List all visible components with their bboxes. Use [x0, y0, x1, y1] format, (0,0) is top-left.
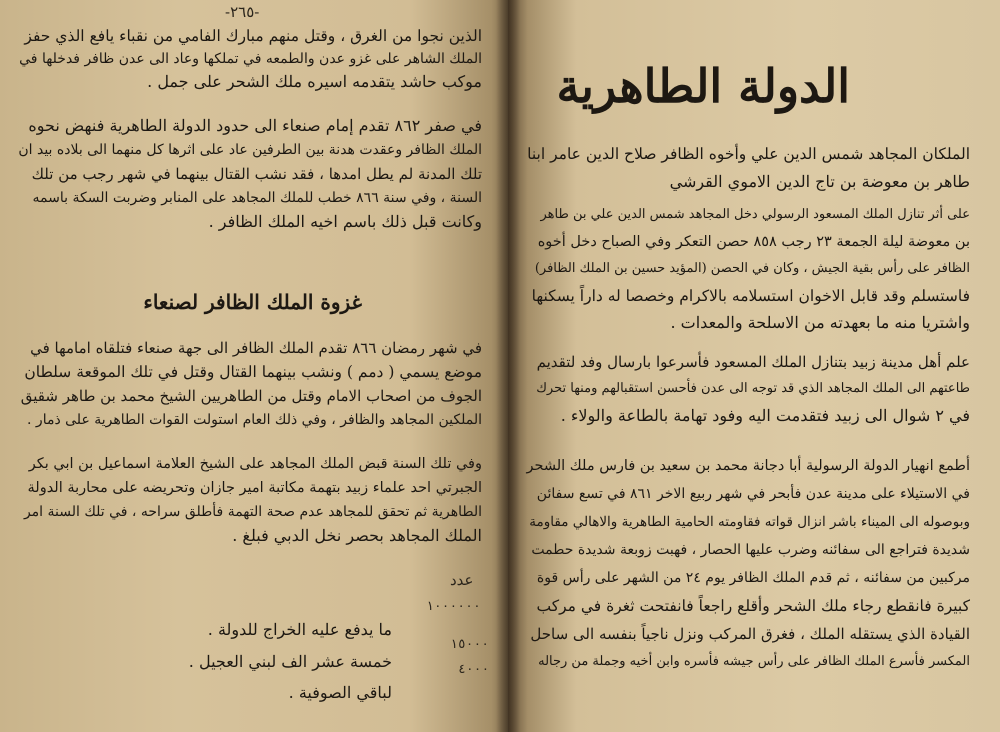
book-gutter	[496, 0, 520, 732]
table-row-amount: ٤٠٠٠	[458, 662, 490, 677]
right-para1-line2: بن معوضة ليلة الجمعة ٢٣ رجب ٨٥٨ حصن التعكر وفي الصباح دخل أخوه	[537, 234, 970, 250]
left-para2-line3: تلك المدنة لم يطل امدها ، فقد نشب القتال بينهما في شهر رجب من تلك	[31, 165, 482, 183]
left-para3-line2: موضع يسمي ( دمم ) ونشب بينهما القتال وقتل في تلك الموقعة سلطان	[24, 363, 482, 381]
right-para3-line4: شديدة فتراجع الى سفائنه وضرب عليها الحصار ، فهبت زوبعة شديدة حطمت	[531, 542, 970, 558]
table-row-label: ما يدفع عليه الخراج للدولة .	[207, 620, 392, 639]
intro-line2: طاهر بن معوضة بن تاج الدين الاموي القرشي	[669, 172, 970, 191]
left-para1-line2: الملك الشاهر على غزو عدن والطمعه في تملكها وعاد الى عدن ظافر فدخلها في	[19, 51, 482, 67]
right-para1-line4: فاستسلم وقد قابل الاخوان استسلامه بالاكرام وخصصا له داراً يسكنها	[531, 287, 970, 305]
right-para3-line8: المكسر فأسرع الملك الظافر على رأس جيشه فأسره وابن أخيه وجملة من رجاله	[538, 654, 970, 669]
left-para4-line1: وفي تلك السنة قبض الملك المجاهد على الشيخ العلامة اسماعيل بن ابي بكر	[28, 456, 482, 472]
right-para2-line1: علم أهل مدينة زبيد بتنازل الملك المسعود فأسرعوا بارسال وفد لتقديم	[536, 353, 970, 371]
left-para3-line4: الملكين المجاهد والظافر ، وفي ذلك العام استولت القوات الطاهرية على ذمار .	[27, 412, 482, 428]
table-row-label: لباقي الصوفية .	[288, 683, 392, 702]
right-para3-line7: القيادة الذي يستقله الملك ، فغرق المركب ونزل ناجياً بنفسه الى ساحل	[530, 625, 970, 643]
chapter-title: الدولة الطاهرية	[556, 59, 850, 113]
left-para3-line1: في شهر رمضان ٨٦٦ تقدم الملك الظافر الى جهة صنعاء فتلقاه امامها في	[30, 339, 482, 357]
right-para2-line2: طاعتهم الى الملك المجاهد الذي قد توجه الى عدن فأحسن استقبالهم ومنها تحرك	[536, 381, 970, 396]
right-para1-line1: على أثر تنازل الملك المسعود الرسولي دخل المجاهد شمس الدين علي بن طاهر	[540, 207, 970, 222]
page-number: -٢٦٥-	[225, 3, 260, 21]
left-para4-line4: الملك المجاهد بحصر نخل الدبي فبلغ .	[232, 526, 482, 545]
left-para4-line3: الطاهرية ثم تحقق للمجاهد عدم صحة التهمة فأطلق سراحه ، في تلك السنة امر	[23, 504, 482, 520]
left-para2-line5: وكانت قبل ذلك باسم اخيه الملك الظافر .	[208, 212, 482, 231]
left-para1-line3: موكب حاشد يتقدمه اسيره ملك الشحر على جمل .	[147, 72, 482, 91]
right-page	[508, 0, 1000, 732]
left-para4-line2: الجبرتي احد علماء زبيد بتهمة مكاتبة امير جازان وتحريضه على محاربة الدولة	[27, 480, 482, 496]
table-row-label: خمسة عشر الف لبني العجيل .	[188, 652, 392, 671]
table-header: عدد	[450, 571, 474, 589]
left-para3-line3: الجوف من اصحاب الامام وقتل من الطاهريين الشيخ محمد بن طاهر شقيق	[20, 387, 482, 405]
left-para2-line4: السنة ، وفي سنة ٨٦٦ خطب للملك المجاهد على المنابر وضربت السكة باسمه	[32, 190, 482, 206]
right-para2-line3: في ٢ شوال الى زبيد فتقدمت اليه وفود تهامة بالطاعة والولاء .	[560, 406, 970, 425]
table-row-amount: ١٠٠٠٠٠٠	[426, 599, 481, 614]
right-para3-line5: مركبين من سفائنه ، ثم قدم الملك الظافر يوم ٢٤ من الشهر على رأس قوة	[536, 570, 970, 586]
right-para3-line3: وبوصوله الى الميناء باشر انزال قواته فقاومته الحامية الطاهرية والاهالي مقاومة	[529, 514, 970, 530]
right-para1-line5: واشتريا منه ما بعهدته من الاسلحة والمعدات .	[670, 313, 970, 332]
right-para1-line3: الظافر على رأس بقية الجيش ، وكان في الحصن (المؤيد حسين بن الملك الظافر)	[534, 261, 970, 276]
right-para3-line2: في الاستيلاء على مدينة عدن فأبحر في شهر ربيع الاخر ٨٦١ في تسع سفائن	[536, 486, 970, 502]
left-para2-line1: في صفر ٨٦٢ تقدم إمام صنعاء الى حدود الدولة الطاهرية فنهض نحوه	[28, 116, 482, 135]
left-para1-line1: الذين نجوا من الغرق ، وقتل منهم مبارك الفامي من نقباء يافع الذي حفز	[24, 27, 482, 45]
table-row-amount: ١٥٠٠٠	[450, 637, 490, 652]
right-para3-line6: كبيرة فانقطع رجاء ملك الشحر وأقلع راجعاً فانفتحت ثغرة في مركب	[536, 597, 970, 615]
left-para2-line2: الملك الظافر وعقدت هدنة بين الطرفين عاد على اثرها كل منهما الى بلاده بيد ان	[18, 142, 482, 158]
section-heading: غزوة الملك الظافر لصنعاء	[143, 290, 362, 314]
right-para3-line1: أطمع انهيار الدولة الرسولية أبا دجانة محمد بن سعيد بن فارس ملك الشحر	[526, 458, 970, 474]
intro-line1: الملكان المجاهد شمس الدين علي وأخوه الظافر صلاح الدين عامر ابنا	[527, 145, 970, 163]
